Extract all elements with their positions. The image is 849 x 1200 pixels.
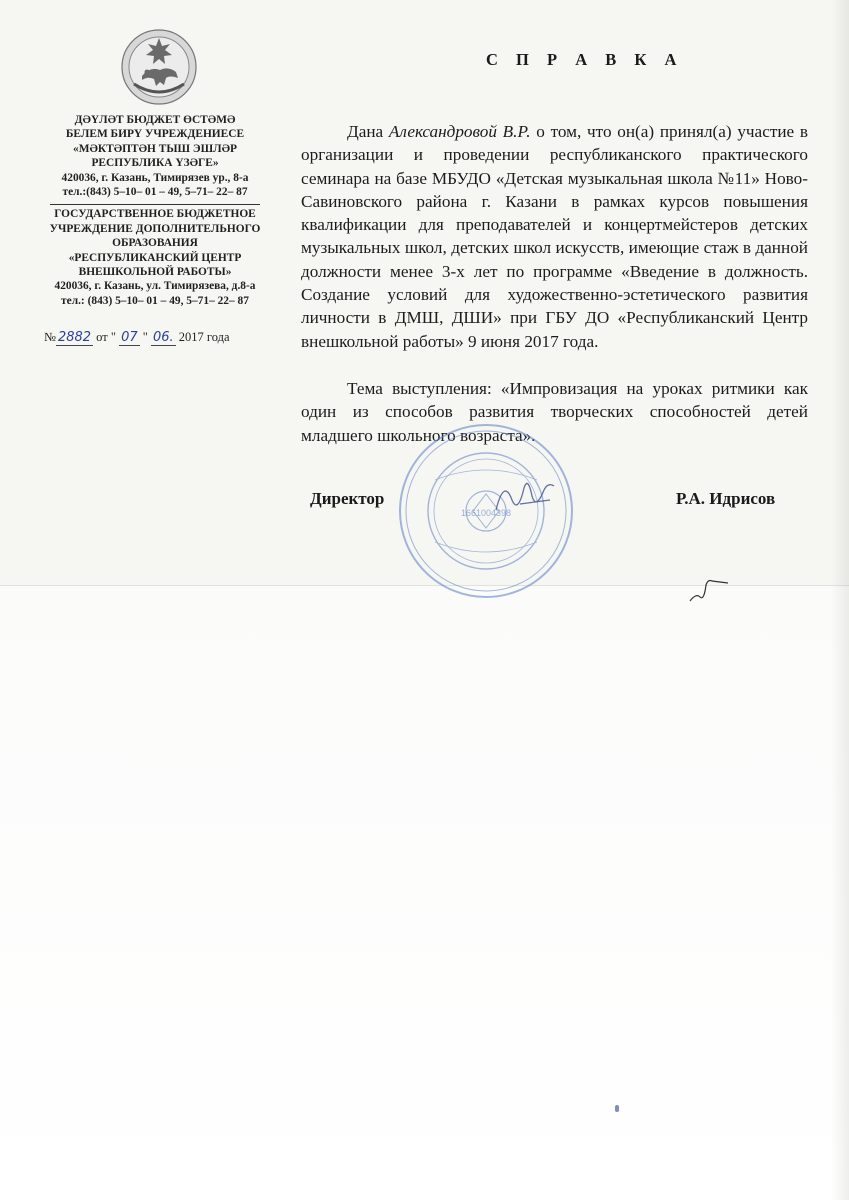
- pen-mark: [688, 575, 738, 605]
- letterhead-russian-line: «РЕСПУБЛИКАНСКИЙ ЦЕНТР: [68, 251, 242, 264]
- registration-month: 06.: [152, 330, 174, 345]
- page-edge-shadow: [831, 0, 849, 1200]
- signer-name: Р.А. Идрисов: [676, 489, 776, 508]
- letterhead-tatar-address: 420036, г. Казань, Тимирязев ур., 8-а: [61, 171, 249, 184]
- registration-day: 07: [121, 330, 138, 345]
- registration-number-prefix: №: [44, 330, 56, 344]
- body-paragraph-2: Тема выступления: «Импровизация на уроках ритмики как один из способов развития творческих способностей детей младшего школьного возраста».: [301, 378, 808, 445]
- handwritten-signature: [490, 470, 560, 520]
- letterhead-tatar-line: ДӘҮЛӘТ БЮДЖЕТ ӨСТӘМӘ: [74, 114, 236, 126]
- paragraph-1-prefix: Дана: [347, 122, 389, 141]
- letterhead-russian-phone: тел.: (843) 5–10– 01 – 49, 5–71– 22– 87: [61, 294, 249, 307]
- letterhead-divider: [50, 204, 260, 205]
- letterhead-russian-line: ГОСУДАРСТВЕННОЕ БЮДЖЕТНОЕ: [54, 208, 256, 221]
- letterhead-tatar-line: БЕЛЕМ БИРҮ УЧРЕЖДЕНИЕСЕ: [65, 128, 245, 141]
- registration-year: 2017 года: [178, 330, 230, 344]
- person-name: Александровой В.Р.: [388, 122, 531, 141]
- letterhead: [14, 113, 296, 308]
- letterhead-russian-line: ВНЕШКОЛЬНОЙ РАБОТЫ»: [78, 266, 232, 279]
- letterhead-russian-line: ОБРАЗОВАНИЯ: [112, 237, 198, 250]
- registration-from-label: от ": [96, 330, 116, 344]
- tatarstan-emblem-icon: [120, 28, 198, 106]
- letterhead-tatar-phone: тел.:(843) 5–10– 01 – 49, 5–71– 22– 87: [62, 186, 248, 199]
- letterhead-russian-address: 420036, г. Казань, ул. Тимирязева, д.8-а: [54, 280, 256, 293]
- letterhead-tatar-line: «МӘКТӘПТӘН ТЫШ ЭШЛӘР: [73, 142, 237, 155]
- letterhead-russian-line: УЧРЕЖДЕНИЕ ДОПОЛНИТЕЛЬНОГО: [49, 222, 261, 235]
- signer-role: Директор: [310, 489, 385, 508]
- paragraph-1-text: о том, что он(а) принял(а) участие в организации и проведении республиканского практического семинара на базе МБУДО «Детская музыкальная школа №11» Ново-Савиновского района г. Казани в рамках курсов повышения квалификации для преподавателей и концертмейстеров детских музыкальных школ, детских школ искусств, имеющие стаж в данной должности менее 3-х лет по программе «Введение в должность. Создание условий для художественно-эстетического развития личности в ДМШ, ДШИ» при ГБУ ДО «Республиканский Центр внешкольной работы» 9 июня 2017 года.: [301, 122, 808, 351]
- registration-line: [44, 330, 284, 346]
- document-title: С П Р А В К А: [486, 50, 684, 69]
- ink-dot: [615, 1105, 619, 1112]
- body-paragraph-1: [301, 120, 808, 353]
- registration-number: 2882: [57, 330, 92, 345]
- registration-quote: ": [142, 330, 148, 344]
- stamp-code: 1661004398: [460, 508, 512, 518]
- document-body: [301, 120, 808, 447]
- letterhead-tatar-line: РЕСПУБЛИКА ҮЗӘГЕ»: [91, 157, 219, 170]
